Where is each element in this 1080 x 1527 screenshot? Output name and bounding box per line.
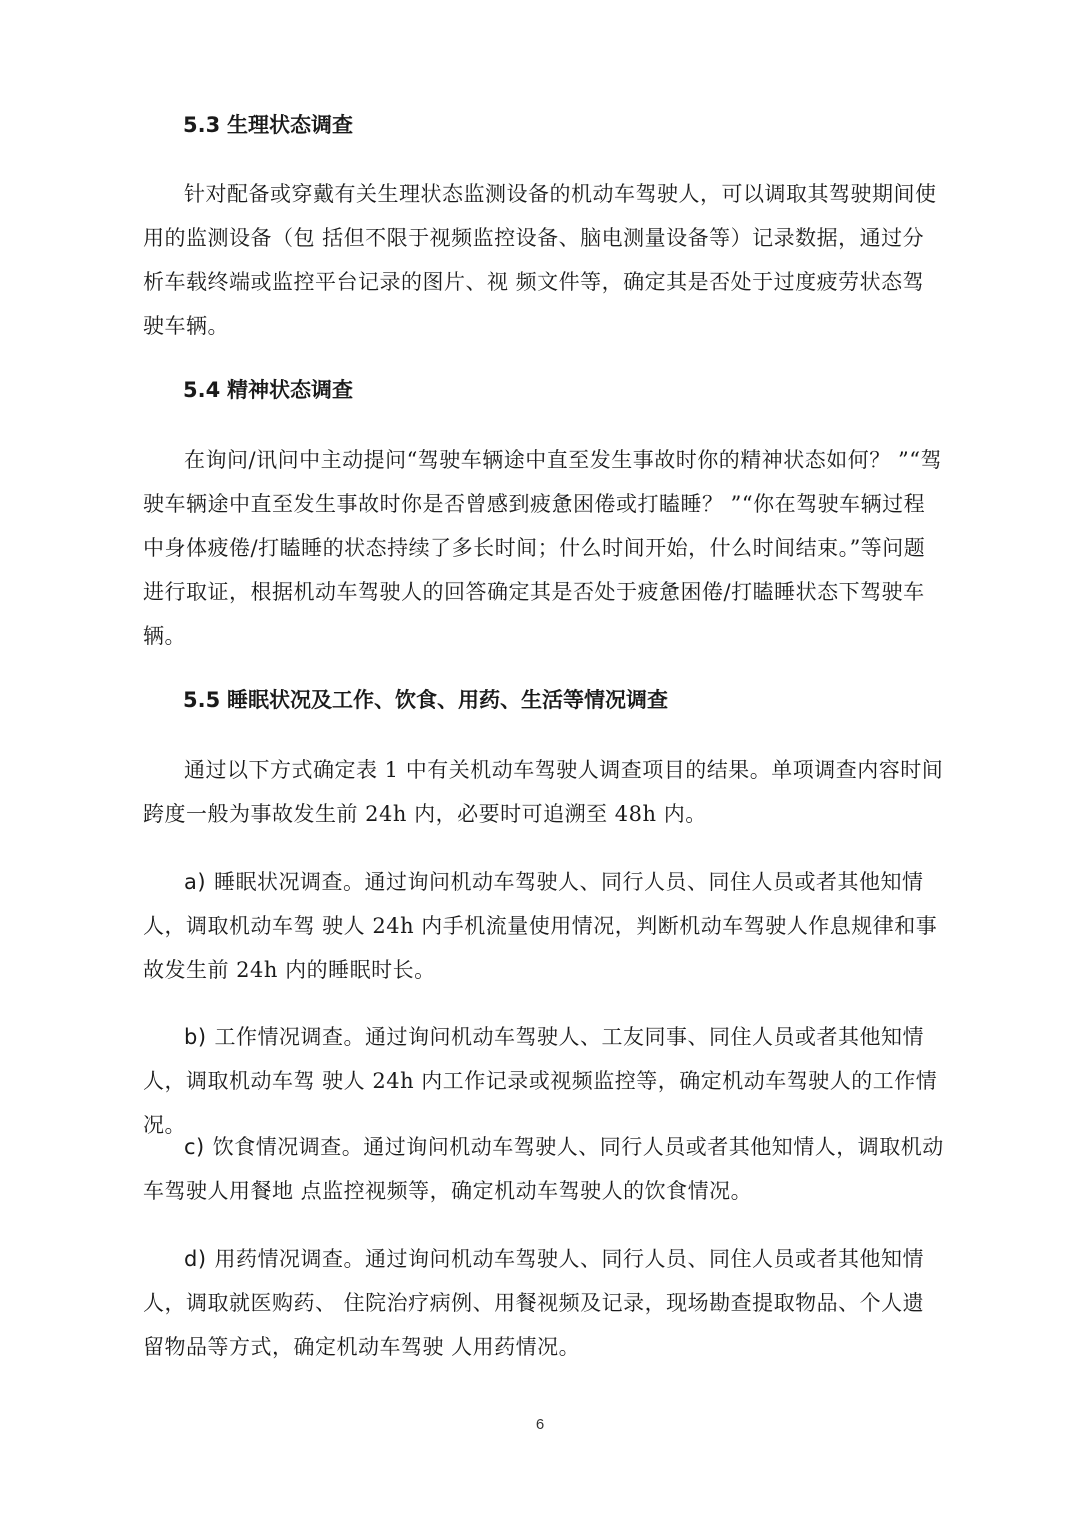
list-item-a — [143, 860, 945, 992]
list-item-text: 饮食情况调查。通过询问机动车驾驶人、同行人员或者其他知情人，调取机动车驾驶人用餐地 点监控视频等，确定机动车驾驶人的饮食情况。 — [143, 1135, 944, 1203]
list-item-text: 用药情况调查。通过询问机动车驾驶人、同行人员、同住人员或者其他知情人，调取就医购药、 住院治疗病例、用餐视频及记录，现场勘查提取物品、个人遗留物品等方式，确定机动车驾驶 人用药情况。 — [143, 1247, 925, 1359]
section-5-4-body: 在询问/讯问中主动提问“驾驶车辆途中直至发生事故时你的精神状态如何？ ”“驾驶车辆途中直至发生事故时你是否曾感到疲惫困倦或打瞌睡？ ”“你在驾驶车辆过程中身体疲倦/打瞌睡的状态持续了多长时间；什么时间开始，什么时间结束。”等问题进行取证，根据机动车驾驶人的回答确定其是否处于疲惫困倦/打瞌睡状态下驾驶车辆。 — [143, 448, 942, 648]
list-item-text: 睡眠状况调查。通过询问机动车驾驶人、同行人员、同住人员或者其他知情人，调取机动车驾 驶人 24h 内手机流量使用情况，判断机动车驾驶人作息规律和事故发生前 24h 内的睡眠时长。 — [143, 870, 938, 982]
page-number: 6 — [535, 1416, 545, 1433]
section-title: 精神状态调查 — [227, 378, 353, 402]
section-5-5-heading — [183, 685, 668, 715]
list-item-c — [143, 1125, 945, 1213]
list-item-d — [143, 1237, 945, 1369]
section-number: 5.4 — [183, 378, 221, 402]
section-title: 生理状态调查 — [227, 113, 353, 137]
list-item-label: d) — [184, 1247, 207, 1271]
list-item-text: 工作情况调查。通过询问机动车驾驶人、工友同事、同住人员或者其他知情人，调取机动车驾 驶人 24h 内工作记录或视频监控等，确定机动车驾驶人的工作情况。 — [143, 1025, 938, 1137]
section-number: 5.5 — [183, 688, 221, 712]
section-title: 睡眠状况及工作、饮食、用药、生活等情况调查 — [227, 688, 668, 712]
section-5-3-body: 针对配备或穿戴有关生理状态监测设备的机动车驾驶人，可以调取其驾驶期间使用的监测设备（包 括但不限于视频监控设备、脑电测量设备等）记录数据，通过分析车载终端或监控平台记录的图片、视 频文件等，确定其是否处于过度疲劳状态驾驶车辆。 — [143, 182, 937, 338]
section-5-5-intro: 通过以下方式确定表 1 中有关机动车驾驶人调查项目的结果。单项调查内容时间跨度一般为事故发生前 24h 内，必要时可追溯至 48h 内。 — [143, 758, 944, 826]
list-item-label: b) — [184, 1025, 207, 1049]
section-5-4-heading — [183, 375, 353, 405]
section-number: 5.3 — [183, 113, 221, 137]
list-item-label: c) — [184, 1135, 205, 1159]
section-5-3-heading — [183, 110, 353, 140]
list-item-label: a) — [184, 870, 207, 894]
